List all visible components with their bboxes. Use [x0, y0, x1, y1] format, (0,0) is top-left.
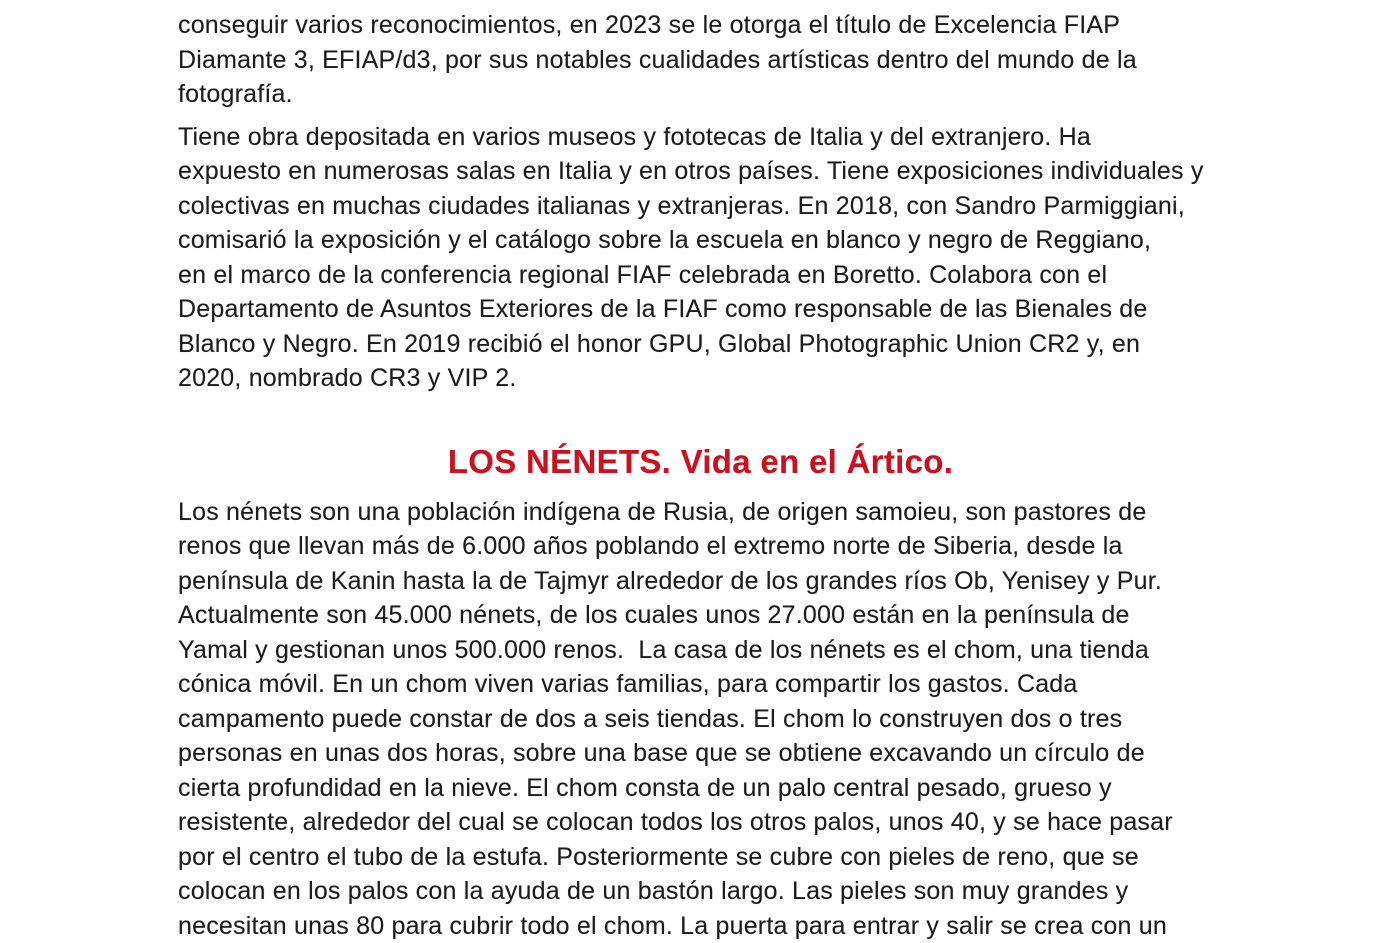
text-line: cónica móvil. En un chom viven varias familias, para compartir los gastos. Cada — [178, 667, 1223, 702]
text-line: resistente, alrededor del cual se colocan todos los otros palos, unos 40, y se hace pasar — [178, 805, 1223, 840]
text-line: Los nénets son una población indígena de Rusia, de origen samoieu, son pastores de — [178, 495, 1223, 530]
text-line: campamento puede constar de dos a seis tiendas. El chom lo construyen dos o tres — [178, 702, 1223, 737]
text-line: península de Kanin hasta la de Tajmyr alrededor de los grandes ríos Ob, Yenisey y Pur. — [178, 564, 1223, 599]
text-line: expuesto en numerosas salas en Italia y en otros países. Tiene exposiciones individuales y — [178, 154, 1223, 189]
text-line: comisarió la exposición y el catálogo sobre la escuela en blanco y negro de Reggiano, — [178, 223, 1223, 258]
text-line: cierta profundidad en la nieve. El chom consta de un palo central pesado, grueso y — [178, 771, 1223, 806]
text-line: colectivas en muchas ciudades italianas y extranjeras. En 2018, con Sandro Parmiggiani, — [178, 189, 1223, 224]
document-page — [178, 0, 1223, 943]
text-line: fotografía. — [178, 77, 1223, 112]
text-line: necesitan unas 80 para cubrir todo el chom. La puerta para entrar y salir se crea con un — [178, 909, 1223, 943]
text-line: Blanco y Negro. En 2019 recibió el honor GPU, Global Photographic Union CR2 y, en — [178, 327, 1223, 362]
text-line: 2020, nombrado CR3 y VIP 2. — [178, 361, 1223, 396]
text-line: Diamante 3, EFIAP/d3, por sus notables cualidades artísticas dentro del mundo de la — [178, 43, 1223, 78]
text-line: Departamento de Asuntos Exteriores de la FIAF como responsable de las Bienales de — [178, 292, 1223, 327]
text-line: renos que llevan más de 6.000 años poblando el extremo norte de Siberia, desde la — [178, 529, 1223, 564]
section-heading: LOS NÉNETS. Vida en el Ártico. — [178, 444, 1223, 480]
text-line: Yamal y gestionan unos 500.000 renos. La casa de los nénets es el chom, una tienda — [178, 633, 1223, 668]
text-line: personas en unas dos horas, sobre una base que se obtiene excavando un círculo de — [178, 736, 1223, 771]
paragraph-exhibitions — [178, 120, 1223, 396]
paragraph-awards — [178, 8, 1223, 112]
paragraph-nenets — [178, 495, 1223, 943]
text-line: en el marco de la conferencia regional FIAF celebrada en Boretto. Colabora con el — [178, 258, 1223, 293]
text-line: colocan en los palos con la ayuda de un bastón largo. Las pieles son muy grandes y — [178, 874, 1223, 909]
text-line: conseguir varios reconocimientos, en 2023 se le otorga el título de Excelencia FIAP — [178, 8, 1223, 43]
text-line: Tiene obra depositada en varios museos y fototecas de Italia y del extranjero. Ha — [178, 120, 1223, 155]
text-line: por el centro el tubo de la estufa. Posteriormente se cubre con pieles de reno, que se — [178, 840, 1223, 875]
text-line: Actualmente son 45.000 nénets, de los cuales unos 27.000 están en la península de — [178, 598, 1223, 633]
